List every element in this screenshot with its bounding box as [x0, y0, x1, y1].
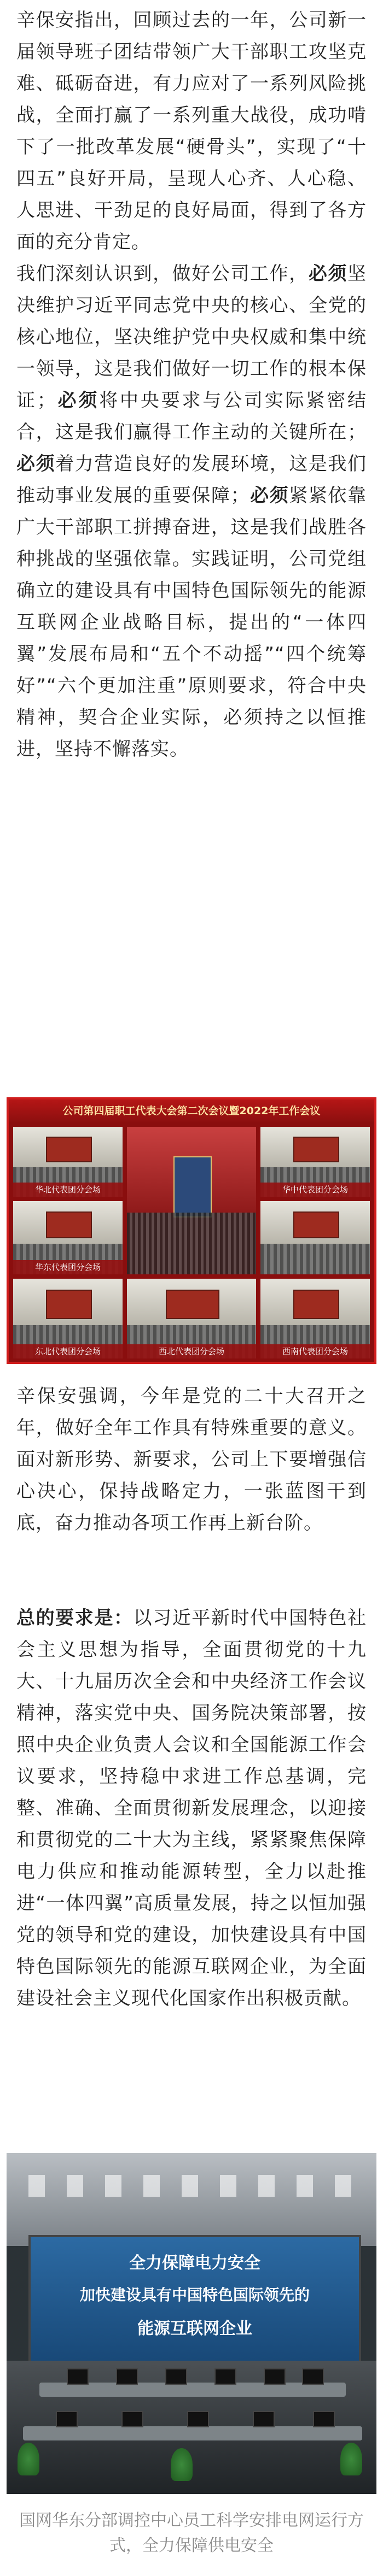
paragraph-emphasis-text: 辛保安强调，今年是党的二十大召开之年，做好全年工作具有特殊重要的意义。面对新形势、新要求，公司上下要增强信心决心，保持战略定力，一张蓝图干到底，奋力推动各项工作再上新台阶。	[16, 1385, 367, 1534]
collage-caption: 西南代表团分会场	[260, 1344, 370, 1358]
conference-collage-photo	[7, 1097, 376, 1364]
paragraph-emphasis	[16, 1380, 367, 1539]
keyword-must-4: 必须	[249, 485, 289, 507]
collage-cell	[13, 1127, 123, 1197]
collage-caption: 西北代表团分会场	[127, 1344, 256, 1358]
video-wall	[28, 2235, 361, 2365]
lessons-text-4: 着力营造良好的发展环境，这是我们推动事业发展的重要保障；	[16, 453, 367, 507]
collage-caption: 华北代表团分会场	[13, 1183, 123, 1197]
video-wall-line: 加快建设具有中国特色国际领先的	[79, 2286, 310, 2304]
collage-cell	[260, 1279, 370, 1358]
collage-cell	[13, 1279, 123, 1358]
requirements-label: 总的要求是：	[16, 1607, 134, 1629]
collage-title: 公司第四届职工代表大会第二次会议暨2022年工作会议	[9, 1099, 374, 1122]
collage-cell	[13, 1201, 123, 1274]
keyword-must-3: 必须	[16, 453, 56, 475]
requirements-text: 以习近平新时代中国特色社会主义思想为指导，全面贯彻党的十九大、十九届历次全会和中央经济工作会议精神，落实党中央、国务院决策部署，按照中央企业负责人会议和全国能源工作会议要求，坚持稳中求进工作总基调，完整、准确、全面贯彻新发展理念，以迎接和贯彻党的二十大为主线，紧紧聚焦保障电力供应和推动能源转型，全力以赴推进“一体四翼”高质量发展，持之以恒加强党的领导和党的建设，加快建设具有中国特色国际领先的能源互联网企业，为全面建设社会主义现代化国家作出积极贡献。	[16, 1607, 367, 2009]
paragraph-lessons	[16, 258, 367, 765]
lessons-text-2: 坚决维护习近平同志党中央的核心、全党的核心地位，坚决维护党中央权威和集中统一领导，这是我们做好一切工作的根本保证；	[16, 263, 367, 411]
collage-cell	[260, 1201, 370, 1274]
lessons-text-1: 我们深刻认识到，做好公司工作，	[16, 263, 309, 285]
photo-caption: 国网华东分部调控中心员工科学安排电网运行方式，全力保障供电安全	[19, 2511, 364, 2555]
lessons-text-3: 将中央要求与公司实际紧密结合，这是我们赢得工作主动的关键所在；	[16, 390, 367, 443]
keyword-must-1: 必须	[308, 263, 348, 285]
paragraph-review	[16, 4, 367, 258]
lessons-text-5: 紧紧依靠广大干部职工拼搏奋进，这是我们战胜各种挑战的坚强依靠。实践证明，公司党组确立的建设具有中国特色国际领先的能源互联网企业战略目标，提出的“一体四翼”发展布局和“五个不动摇”“四个统筹好”“六个更加注重”原则要求，符合中央精神，契合企业实际，必须持之以恒推进，坚持不懈落实。	[16, 485, 367, 760]
paragraph-requirements	[16, 1602, 367, 2014]
video-wall-line: 能源互联网企业	[137, 2319, 252, 2338]
video-wall-line: 全力保障电力安全	[129, 2254, 260, 2273]
collage-caption: 华中代表团分会场	[260, 1183, 370, 1197]
collage-caption: 东北代表团分会场	[13, 1344, 123, 1358]
collage-cell	[127, 1279, 256, 1358]
collage-main-venue	[127, 1127, 256, 1274]
keyword-must-2: 必须	[56, 390, 100, 411]
control-center-photo	[7, 2153, 376, 2494]
collage-caption: 华东代表团分会场	[13, 1260, 123, 1274]
paragraph-review-text: 辛保安指出，回顾过去的一年，公司新一届领导班子团结带领广大干部职工攻坚克难、砥砺奋进，有力应对了一系列风险挑战，全面打赢了一系列重大战役，成功啃下了一批改革发展“硬骨头”，实现了“十四五”良好开局，呈现人心齐、人心稳、人思进、干劲足的良好局面，得到了各方面的充分肯定。	[16, 9, 367, 253]
collage-cell	[260, 1127, 370, 1197]
